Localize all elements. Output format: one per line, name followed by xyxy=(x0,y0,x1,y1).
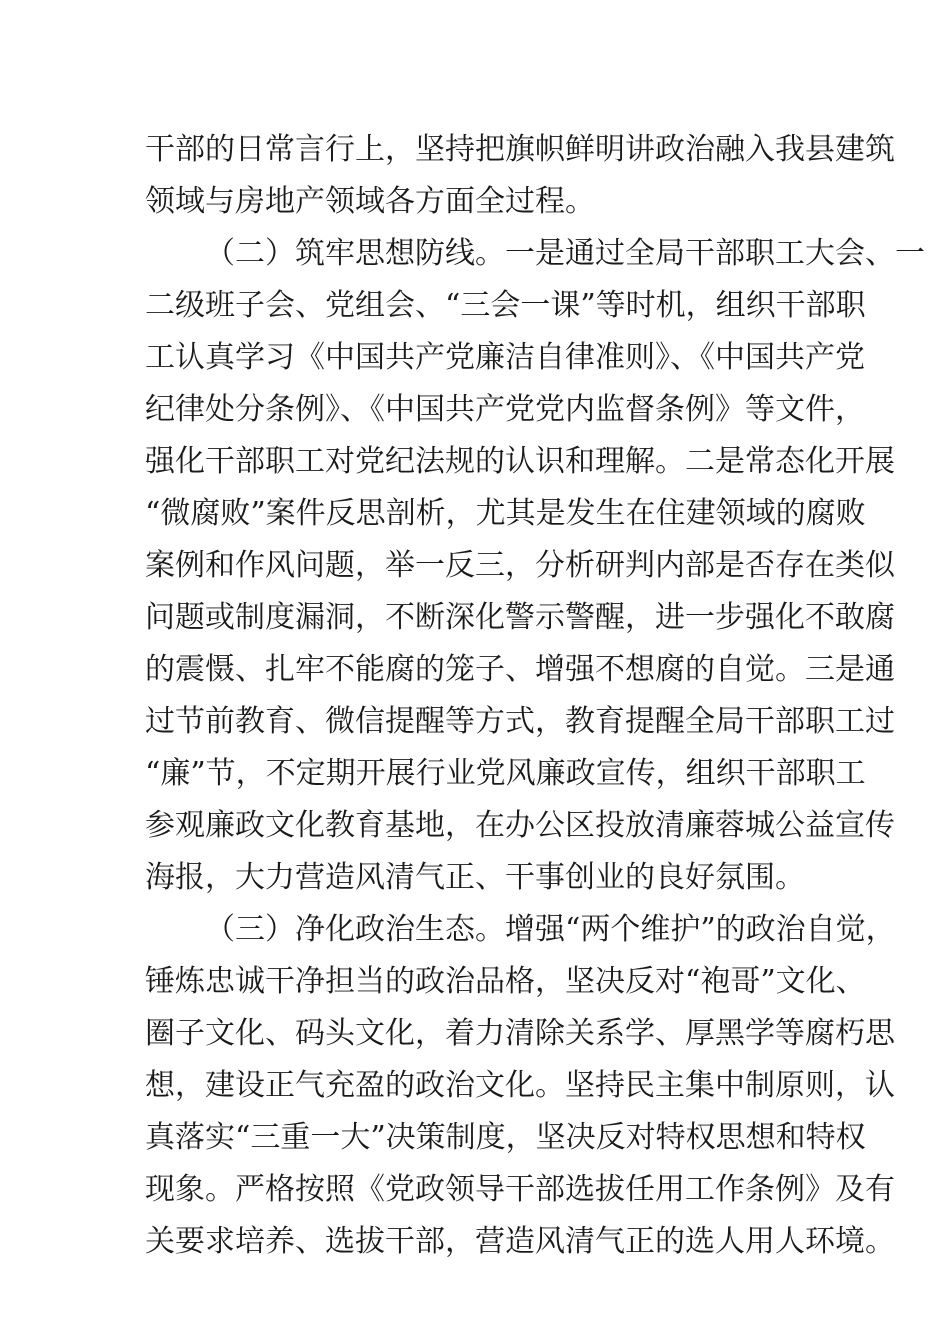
text-line: “微腐败”案件反思剖析，尤其是发生在住建领域的腐败 xyxy=(145,496,866,531)
text-line: 纪律处分条例》、《中国共产党党内监督条例》等文件， xyxy=(145,392,865,427)
text-line: 二级班子会、党组会、“三会一课”等时机，组织干部职 xyxy=(145,288,866,323)
text-line: 领域与房地产领域各方面全过程。 xyxy=(145,184,595,219)
text-line: 过节前教育、微信提醒等方式，教育提醒全局干部职工过 xyxy=(145,704,895,739)
text-line: 锤炼忠诚干净担当的政治品格，坚决反对“袍哥”文化、 xyxy=(145,964,866,999)
text-line: 关要求培养、选拔干部，营造风清气正的选人用人环境。 xyxy=(145,1224,895,1259)
text-line: 干部的日常言行上，坚持把旗帜鲜明讲政治融入我县建筑 xyxy=(145,132,895,167)
paragraph-3-start: （三）净化政治生态。增强“两个维护”的政治自觉， xyxy=(205,912,896,947)
text-line: 想，建设正气充盈的政治文化。坚持民主集中制原则，认 xyxy=(145,1068,895,1103)
paragraph-2-start: （二）筑牢思想防线。一是通过全局干部职工大会、一 xyxy=(205,236,925,271)
text-line: 强化干部职工对党纪法规的认识和理解。二是常态化开展 xyxy=(145,444,895,479)
text-line: 案例和作风问题，举一反三，分析研判内部是否存在类似 xyxy=(145,548,895,583)
text-line: 现象。严格按照《党政领导干部选拔任用工作条例》及有 xyxy=(145,1172,895,1207)
text-line: 海报，大力营造风清气正、干事创业的良好氛围。 xyxy=(145,860,805,895)
text-line: 工认真学习《中国共产党廉洁自律准则》、《中国共产党 xyxy=(145,340,865,375)
text-line: “廉”节，不定期开展行业党风廉政宣传，组织干部职工 xyxy=(145,756,866,791)
text-line: 参观廉政文化教育基地，在办公区投放清廉蓉城公益宣传 xyxy=(145,808,895,843)
text-line: 的震慑、扎牢不能腐的笼子、增强不想腐的自觉。三是通 xyxy=(145,652,895,687)
text-line: 真落实“三重一大”决策制度，坚决反对特权思想和特权 xyxy=(145,1120,866,1155)
text-line: 圈子文化、码头文化，着力清除关系学、厚黑学等腐朽思 xyxy=(145,1016,895,1051)
text-line: 问题或制度漏洞，不断深化警示警醒，进一步强化不敢腐 xyxy=(145,600,895,635)
